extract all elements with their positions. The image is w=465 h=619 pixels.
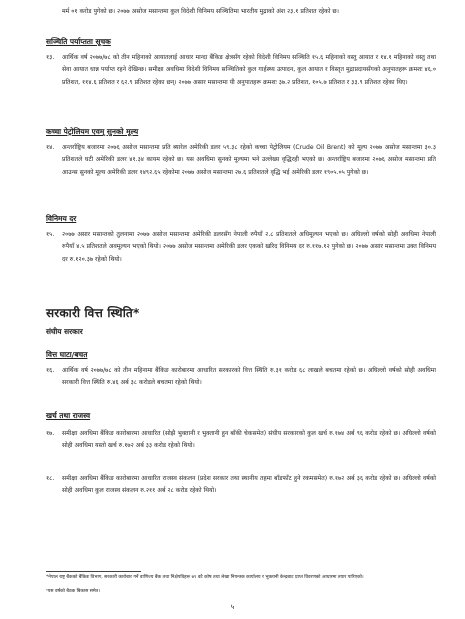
paragraph-17 bbox=[46, 428, 436, 453]
paragraph-text: अन्तर्राष्ट्रिय बजारमा २०७६ असोज मसान्तमा प्रति ब्यारेल अमेरिकी डलर ५९.३८ रहेको कच्चा पेट्रोलियम (Crude Oil Brent) को मूल्य २०७७ असोज मसान्तमा ३०.३ प्रतिशतले घटी अमेरिकी डलर ४१.३४ कायम रहेको छ। यस अवधिमा सुनको मूल्यमा भने उल्लेख्य वृद्धिरही भएको छ। अन्तर्राष्ट्रिय बजारमा २०७६ असोज मसान्तमा प्रति आउन्स सुनको मूल्य अमेरिकी डलर १४९२.६५ रहेकोमा २०७७ असोज मसान्तमा २७.६ प्रतिशतले वृद्धि भई अमेरिकी डलर १९०५.०५ पुगेको छ। bbox=[62, 144, 436, 176]
footnote-divider bbox=[46, 571, 141, 572]
paragraph-15 bbox=[46, 229, 436, 266]
subheading-expenditure-revenue: खर्च तथा राजस्व bbox=[46, 411, 91, 420]
paragraph-13 bbox=[46, 52, 436, 89]
page-number: ५ bbox=[230, 603, 235, 611]
paragraph-16 bbox=[46, 365, 436, 390]
paragraph-number: १५. bbox=[46, 231, 55, 238]
subheading-exchange-rate: विनिमय दर bbox=[46, 214, 77, 223]
paragraph-18 bbox=[46, 473, 436, 498]
subheading-fiscal-deficit: वित्त घाटा/बचत bbox=[46, 350, 88, 359]
paragraph-text: आर्थिक वर्ष २०७७/७८ को तीन महिनाको आयातलाई आधार मान्दा बैंकिङ क्षेत्रसँग रहेको विदेशी विनिमय सञ्चिति १५.६ महिनाको वस्तु आयात र १४.१ महिनाको वस्तु तथा सेवा आयात धान्न पर्याप्त रहने देखिन्छ। समीक्षा अवधिमा विदेशी विनिमय सञ्चितिको कुल गार्हस्थ्य उत्पादन, कुल आयात र विस्तृत मुद्राप्रदायसँगको अनुपातहरू क्रमशः ४६.० प्रतिशत, ११४.६ प्रतिशत र ६२.९ प्रतिशत रहेका छन्। २०७७ असार मसान्तमा यी अनुपातहरू क्रमशः ३७.२ प्रतिशत, १०५.७ प्रतिशत र ३३.९ प्रतिशत रहेका थिए। bbox=[62, 54, 436, 86]
paragraph-number: १६. bbox=[46, 367, 55, 374]
paragraph-text: आर्थिक वर्ष २०७७/७८ को तीन महिनामा बैंकिङ कारोबारमा आधारित सरकारको वित्त स्थिति रु.३१ करोड ६८ लाखले बचतमा रहेको छ। अघिल्लो वर्षको सोही अवधिमा सरकारी वित्त स्थिति रु.४६ अर्ब ३८ करोडले बचतमा रहेको थियो। bbox=[62, 367, 436, 387]
paragraph-text: समीक्षा अवधिमा बैंकिङ कारोबारमा आधारित (सोझै भुक्तानी र भुक्तानी हुन बाँकी चेकसमेत) संघीय सरकारको कुल खर्च रु.१७४ अर्ब ९६ करोड रहेको छ। अघिल्लो वर्षको सोही अवधिमा यस्तो खर्च रु.१७२ अर्ब ३३ करोड रहेको थियो। bbox=[62, 430, 436, 450]
section-title-government-finance: सरकारी वित्त स्थिति* bbox=[46, 306, 140, 320]
paragraph-14 bbox=[46, 142, 436, 179]
footnote-2: ˢयस वर्षको बैठक बिकास समेत। bbox=[46, 589, 100, 594]
footnote-1: *नेपाल राष्ट्र बैंकको बैंकिङ विभाग, सरकारी कारोबार गर्ने वाणिज्य बैंक तथा निक्षेपविहरू ७९ वटै कोष तथा लेखा नियन्त्रक कार्यालय र भुक्तानी केन्द्रबाट प्राप्त विवरणको आधारमा तयार पारिएको। bbox=[46, 575, 364, 580]
paragraph-number: १४. bbox=[46, 144, 55, 151]
paragraph-text: मर्म ०१ करोड पुगेको छ। २०७७ असोज मसान्तमा कुल विदेशी विनिमय सञ्चितिमा भारतीय मुद्राको अंश २३.१ प्रतिशत रहेको छ। bbox=[62, 8, 339, 15]
paragraph-number: १३. bbox=[46, 54, 55, 61]
subheading-oil-gold: कच्चा पेट्रोलियम एवम् सुनको मूल्य bbox=[46, 127, 139, 136]
paragraph-text: समीक्षा अवधिमा बैंकिङ कारोबारमा आधारित राजस्व संकलन (प्रदेश सरकार तथा स्थानीय तहमा बाँडफाँट हुने रकमसमेत) रु.१७२ अर्ब ३६ करोड रहेको छ। अघिल्लो वर्षको सोही अवधिमा कुल राजस्व संकलन रु.२११ अर्ब २८ करोड रहेको थियो। bbox=[62, 475, 436, 495]
paragraph-number: १८. bbox=[46, 475, 55, 482]
subheading-reserve-adequacy: सञ्चिति पर्याप्तता सूचक bbox=[46, 37, 111, 46]
paragraph-text: २०७७ असार मसान्तको तुलनामा २०७७ असोज मसान्तमा अमेरिकी डलरसँग नेपाली रुपैयाँ २.८ प्रतिशतले अधिमूल्यन भएको छ। अघिल्लो वर्षको सोही अवधिमा नेपाली रुपैयाँ ४.५ प्रतिशतले अवमूल्यन भएको थियो। २०७७ असोज मसान्तमा अमेरिकी डलर एकको खरिद विनिमय दर रु.११७.१२ पुगेको छ। २०७७ असार मसान्तमा उक्त विनिमय दर रु.१२०.३७ रहेको थियो। bbox=[62, 231, 436, 263]
paragraph-number: १७. bbox=[46, 430, 55, 437]
paragraph-continued bbox=[46, 6, 436, 18]
subheading-federal-government: संघीय सरकार bbox=[46, 327, 83, 336]
